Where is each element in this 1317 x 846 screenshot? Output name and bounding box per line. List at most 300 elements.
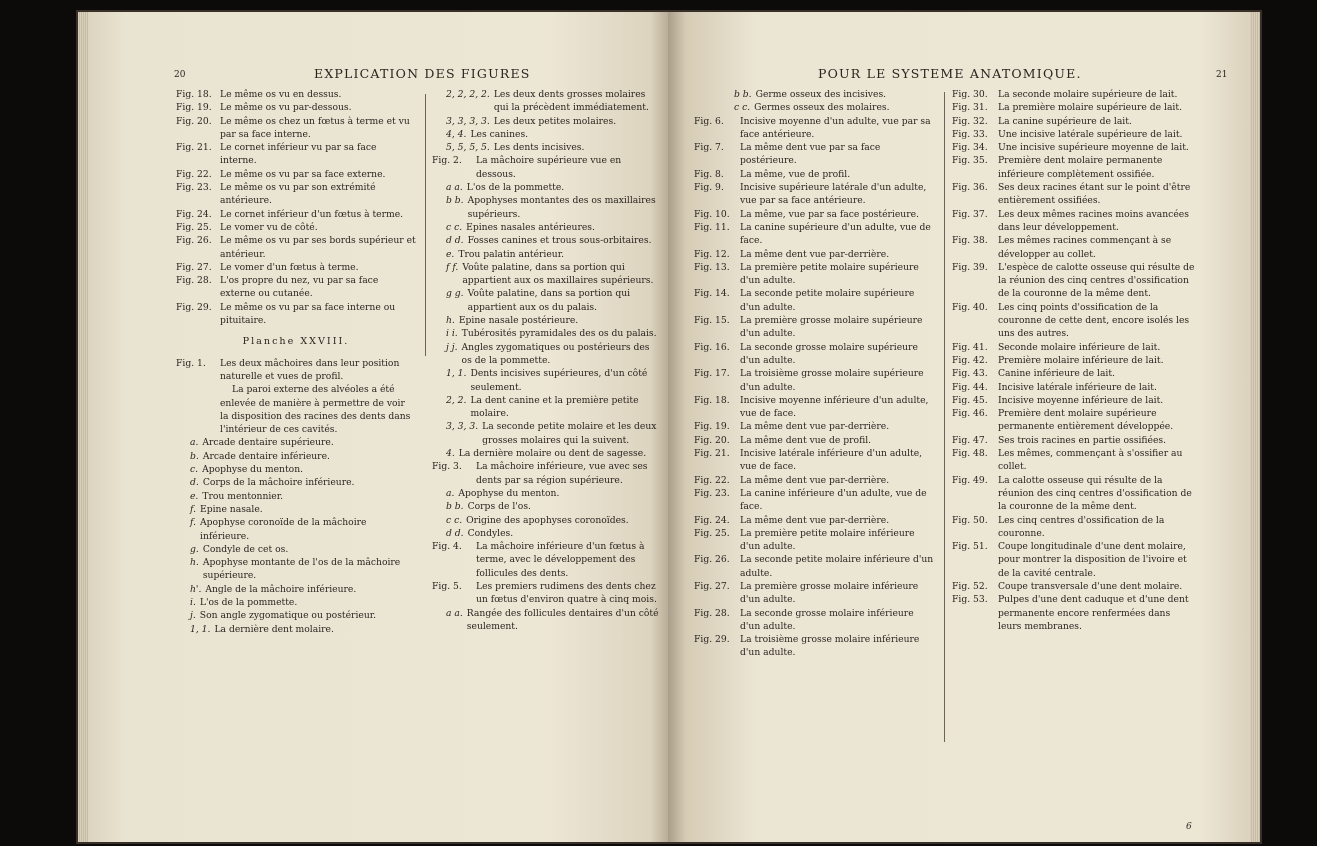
figure-label: c c. — [446, 514, 463, 526]
figure-label: Fig. 23. — [176, 182, 212, 194]
figure-entry — [432, 394, 660, 421]
figure-entry — [694, 527, 936, 554]
figure-entry — [176, 503, 416, 516]
figure-entry — [176, 168, 416, 181]
left-running-head: EXPLICATION DES FIGURES — [314, 66, 531, 81]
figure-entry — [432, 460, 660, 487]
figure-entry — [952, 301, 1196, 341]
figure-caption: Voûte palatine, dans sa portion qui appartient aux os du palais. — [467, 288, 631, 313]
figure-entry — [176, 261, 416, 274]
figure-caption: Le même os vu par sa face interne ou pituitaire. — [220, 301, 396, 327]
figure-caption: Germe osseux des incisives. — [755, 89, 887, 100]
figure-entry — [952, 367, 1196, 380]
figure-caption: Incisive moyenne inférieure de lait. — [998, 394, 1164, 406]
figure-caption: Incisive latérale inférieure de lait. — [998, 381, 1157, 393]
figure-entry — [694, 474, 936, 487]
figure-caption: La première petite molaire inférieure d'un adulte. — [740, 527, 915, 553]
figure-label: Fig. 44. — [952, 381, 988, 393]
figure-caption: La même dent vue par-derrière. — [740, 474, 890, 486]
figure-entry — [432, 341, 660, 368]
left-column-2 — [432, 88, 660, 633]
figure-caption: La dent canine et la première petite molaire. — [470, 394, 639, 420]
figure-caption: La dernière molaire ou dent de sagesse. — [458, 448, 647, 460]
figure-label: Fig. 37. — [952, 208, 988, 220]
figure-entry — [432, 367, 660, 394]
figure-caption: La seconde grosse molaire supérieure d'un adulte. — [740, 341, 918, 366]
figure-label: Fig. 38. — [952, 235, 988, 247]
figure-entry — [694, 514, 936, 527]
figure-caption: Apophyses montantes des os maxillaires supérieurs. — [467, 195, 656, 220]
figure-label: 4. — [446, 448, 455, 460]
figure-caption: Première dent molaire permanente inférieure complètement ossifiée. — [998, 155, 1163, 180]
figure-entry — [952, 141, 1196, 154]
figure-entry — [694, 420, 936, 433]
figure-label: Fig. 25. — [694, 527, 730, 539]
figure-label: h'. — [190, 583, 202, 595]
figure-label: Fig. 33. — [952, 128, 988, 140]
figure-label: Fig. 34. — [952, 142, 988, 154]
figure-caption: Le cornet inférieur d'un fœtus à terme. — [220, 208, 404, 220]
figure-entry — [694, 181, 936, 208]
right-running-head: POUR LE SYSTEME ANATOMIQUE. — [818, 66, 1082, 81]
figure-label: j. — [190, 610, 196, 622]
figure-entry — [176, 221, 416, 234]
figure-label: Fig. 39. — [952, 261, 988, 273]
figure-label: d d. — [446, 235, 464, 247]
right-column-2 — [952, 88, 1196, 633]
figure-label: 3, 3, 3, 3. — [446, 115, 490, 127]
figure-caption: Corps de l'os. — [467, 501, 531, 513]
figure-label: 5, 5, 5, 5. — [446, 142, 490, 154]
figure-entry — [432, 540, 660, 580]
figure-caption: La seconde molaire supérieure de lait. — [998, 89, 1178, 100]
page-edges — [1250, 12, 1260, 842]
figure-label: Fig. 16. — [694, 341, 730, 353]
figure-caption: La canine inférieure d'un adulte, vue de face. — [740, 487, 927, 513]
figure-caption: Les cinq centres d'ossification de la couronne. — [998, 514, 1165, 539]
figure-caption: Arcade dentaire supérieure. — [202, 437, 334, 449]
figure-entry — [952, 128, 1196, 141]
figure-caption: Les mêmes, commençant à s'ossifier au collet. — [998, 448, 1183, 473]
figure-caption: L'os propre du nez, vu par sa face externe ou cutanée. — [220, 275, 379, 300]
figure-entry — [176, 234, 416, 261]
figure-label: b b. — [734, 89, 752, 100]
figure-entry — [176, 181, 416, 208]
figure-label: Fig. 29. — [694, 634, 730, 646]
figure-caption: Les deux mâchoires dans leur position naturelle et vues de profil. — [220, 357, 400, 382]
figure-caption: La mâchoire supérieure vue en dessous. — [476, 155, 622, 180]
figure-label: Fig. 30. — [952, 89, 988, 100]
figure-label: Fig. 22. — [176, 168, 212, 180]
figure-label: b b. — [446, 195, 464, 207]
figure-caption: Incisive latérale inférieure d'un adulte, vue de face. — [740, 448, 923, 473]
figure-caption: Canine inférieure de lait. — [998, 368, 1115, 380]
figure-label: Fig. 24. — [176, 208, 212, 220]
figure-caption: Première molaire inférieure de lait. — [998, 354, 1164, 366]
figure-entry — [432, 181, 660, 194]
figure-label: c c. — [446, 221, 463, 233]
catchword: 6 — [1186, 822, 1192, 832]
figure-label: 1, 1. — [190, 623, 211, 635]
figure-caption: La troisième grosse molaire supérieure d'un adulte. — [740, 368, 924, 393]
figure-caption: Seconde molaire inférieure de lait. — [998, 341, 1161, 353]
figure-entry — [952, 474, 1196, 514]
figure-label: Fig. 45. — [952, 394, 988, 406]
figure-entry — [176, 476, 416, 489]
figure-caption: Apophyse coronoïde de la mâchoire inférieure. — [200, 517, 367, 542]
figure-caption: Rangée des follicules dentaires d'un côté seulement. — [466, 607, 659, 632]
figure-caption: La même, vue de profil. — [740, 168, 851, 180]
figure-caption: Première dent molaire supérieure permanente entièrement développée. — [998, 408, 1174, 433]
figure-entry — [432, 487, 660, 500]
figure-label: Fig. 46. — [952, 408, 988, 420]
figure-entry — [432, 154, 660, 181]
figure-entry — [432, 447, 660, 460]
figure-caption: La seconde petite molaire inférieure d'un adulte. — [740, 554, 934, 579]
figure-entry — [952, 593, 1196, 633]
figure-caption: Le même os vu par ses bords supérieur et antérieur. — [220, 235, 416, 260]
figure-caption: Les deux mêmes racines moins avancées dans leur développement. — [998, 208, 1189, 233]
figure-caption: Incisive moyenne d'un adulte, vue par sa face antérieure. — [740, 115, 931, 140]
figure-entry — [952, 580, 1196, 593]
figure-label: g g. — [446, 288, 464, 300]
figure-label: Fig. 9. — [694, 182, 724, 194]
figure-caption: Incisive moyenne inférieure d'un adulte, vue de face. — [740, 394, 929, 420]
figure-entry — [432, 88, 660, 115]
figure-caption: Epine nasale. — [200, 503, 263, 515]
figure-label: Fig. 31. — [952, 102, 988, 114]
figure-label: Fig. 40. — [952, 301, 988, 313]
figure-label: Fig. 18. — [694, 394, 730, 406]
figure-label: Fig. 5. — [432, 580, 462, 592]
figure-entry — [432, 115, 660, 128]
figure-caption: Angle de la mâchoire inférieure. — [205, 583, 357, 595]
figure-label: Fig. 19. — [694, 421, 730, 433]
figure-entry — [694, 115, 936, 142]
figure-caption: La première grosse molaire supérieure d'un adulte. — [740, 315, 923, 340]
figure-entry — [952, 101, 1196, 114]
figure-entry — [694, 607, 936, 634]
figure-list-bottom — [176, 357, 416, 636]
figure-entry — [176, 383, 416, 436]
figure-caption: Epine nasale postérieure. — [458, 315, 579, 327]
figure-caption: La paroi externe des alvéoles a été enlevée de manière à permettre de voir la disposition des racines des dents dans l'intérieur de ces cavités. — [220, 384, 411, 436]
figure-caption: Fosses canines et trous sous-orbitaires. — [467, 235, 652, 247]
figure-caption: Corps de la mâchoire inférieure. — [202, 477, 355, 489]
figure-label: f f. — [446, 261, 459, 273]
figure-caption: La seconde petite molaire supérieure d'un adulte. — [740, 288, 915, 313]
figure-caption: La première grosse molaire inférieure d'un adulte. — [740, 580, 919, 606]
figure-caption: Ses trois racines en partie ossifiées. — [998, 434, 1167, 446]
figure-label: Fig. 6. — [694, 115, 724, 127]
figure-label: Fig. 17. — [694, 368, 730, 380]
figure-label: Fig. 7. — [694, 142, 724, 154]
figure-label: Fig. 36. — [952, 182, 988, 194]
figure-label: Fig. 47. — [952, 434, 988, 446]
figure-entry — [176, 623, 416, 636]
figure-caption: Apophyse du menton. — [458, 487, 560, 499]
figure-caption: La calotte osseuse qui résulte de la réunion des cinq centres d'ossification de la couronne de la même dent. — [998, 474, 1192, 513]
figure-caption: L'os de la pommette. — [199, 596, 298, 608]
figure-caption: Le vomer vu de côté. — [220, 221, 318, 233]
figure-entry — [952, 234, 1196, 261]
figure-label: Fig. 1. — [176, 357, 206, 369]
figure-label: d. — [190, 477, 199, 489]
figure-caption: Tubérosités pyramidales des os du palais. — [461, 328, 657, 340]
figure-label: h. — [446, 315, 455, 327]
figure-caption: Apophyse du menton. — [202, 464, 304, 476]
figure-caption: Incisive supérieure latérale d'un adulte, vue par sa face antérieure. — [740, 182, 927, 207]
figure-label: f. — [190, 517, 196, 529]
figure-label: Fig. 50. — [952, 514, 988, 526]
figure-caption: Angles zygomatiques ou postérieurs des os de la pommette. — [461, 341, 650, 366]
figure-caption: Son angle zygomatique ou postérieur. — [199, 610, 377, 622]
figure-entry — [176, 450, 416, 463]
figure-caption: Germes osseux des molaires. — [754, 102, 890, 114]
figure-caption: La première petite molaire supérieure d'un adulte. — [740, 261, 919, 287]
figure-entry — [432, 327, 660, 340]
figure-entry — [694, 394, 936, 421]
figure-entry — [694, 261, 936, 288]
figure-entry — [432, 234, 660, 247]
page-edges — [78, 12, 88, 842]
figure-entry — [432, 314, 660, 327]
figure-entry — [952, 154, 1196, 181]
right-page — [668, 12, 1260, 842]
figure-label: Fig. 35. — [952, 155, 988, 167]
figure-caption: La troisième grosse molaire inférieure d'un adulte. — [740, 634, 920, 659]
figure-label: b b. — [446, 501, 464, 513]
figure-label: a a. — [446, 182, 463, 194]
figure-label: 3, 3, 3. — [446, 421, 479, 433]
figure-label: Fig. 27. — [176, 261, 212, 273]
figure-caption: La seconde petite molaire et les deux grosses molaires qui la suivent. — [482, 421, 657, 446]
figure-caption: Les mêmes racines commençant à se développer au collet. — [998, 235, 1172, 260]
figure-caption: La même dent vue de profil. — [740, 434, 872, 446]
figure-label: Fig. 21. — [694, 448, 730, 460]
figure-label: Fig. 14. — [694, 288, 730, 300]
figure-caption: Epines nasales antérieures. — [466, 221, 595, 233]
figure-entry — [432, 221, 660, 234]
figure-label: Fig. 53. — [952, 594, 988, 606]
figure-caption: La mâchoire inférieure, vue avec ses dents par sa région supérieure. — [476, 461, 648, 486]
figure-entry — [952, 354, 1196, 367]
figure-entry — [694, 487, 936, 514]
figure-caption: La mâchoire inférieure d'un fœtus à terme, avec le développement des follicules des dents. — [476, 541, 645, 579]
figure-caption: Condyles. — [467, 527, 514, 539]
figure-caption: Origine des apophyses coronoïdes. — [466, 514, 629, 526]
figure-caption: La même dent vue par-derrière. — [740, 514, 890, 526]
figure-entry — [694, 633, 936, 660]
column-rule — [944, 92, 945, 742]
figure-entry — [176, 115, 416, 142]
figure-entry — [432, 527, 660, 540]
figure-label: Fig. 48. — [952, 448, 988, 460]
figure-entry — [176, 583, 416, 596]
figure-label: Fig. 10. — [694, 208, 730, 220]
figure-entry — [176, 436, 416, 449]
figure-label: Fig. 11. — [694, 221, 730, 233]
plate-title: Planche XXVIII. — [242, 336, 350, 348]
figure-caption: La seconde grosse molaire inférieure d'un adulte. — [740, 607, 914, 632]
left-page-number: 20 — [174, 70, 186, 80]
figure-label: j j. — [446, 341, 458, 353]
book-spread — [78, 12, 1260, 842]
figure-label: Fig. 29. — [176, 301, 212, 313]
figure-caption: Les deux dents grosses molaires qui la précèdent immédiatement. — [493, 89, 649, 114]
figure-caption: Condyle de cet os. — [202, 543, 289, 555]
figure-entry — [694, 447, 936, 474]
figure-entry — [176, 609, 416, 622]
figure-label: Fig. 28. — [694, 607, 730, 619]
figure-label: d d. — [446, 527, 464, 539]
figure-entry — [432, 420, 660, 447]
figure-entry — [952, 341, 1196, 354]
figure-label: 1, 1. — [446, 368, 467, 380]
figure-list-top — [176, 88, 416, 327]
figure-label: Fig. 52. — [952, 580, 988, 592]
figure-caption: Coupe longitudinale d'une dent molaire, pour montrer la disposition de l'ivoire et de la cavité centrale. — [998, 541, 1187, 579]
figure-entry — [176, 101, 416, 114]
figure-caption: La même dent vue par sa face postérieure. — [740, 142, 881, 167]
figure-entry — [432, 194, 660, 221]
figure-label: Fig. 24. — [694, 514, 730, 526]
figure-entry — [694, 248, 936, 261]
figure-entry — [176, 274, 416, 301]
right-column-1 — [694, 88, 936, 660]
figure-caption: Trou palatin antérieur. — [458, 248, 565, 260]
figure-label: f. — [190, 503, 196, 515]
figure-caption: Apophyse montante de l'os de la mâchoire supérieure. — [202, 557, 401, 582]
figure-entry — [432, 500, 660, 513]
figure-label: a a. — [446, 607, 463, 619]
column-rule — [425, 94, 426, 356]
figure-entry — [176, 543, 416, 556]
figure-label: Fig. 4. — [432, 541, 462, 553]
figure-entry — [952, 261, 1196, 301]
figure-caption: La dernière dent molaire. — [214, 623, 334, 635]
figure-caption: Les premiers rudimens des dents chez un fœtus d'environ quatre à cinq mois. — [476, 580, 657, 606]
figure-caption: La même dent vue par-derrière. — [740, 248, 890, 260]
figure-caption: Dents incisives supérieures, d'un côté seulement. — [470, 368, 648, 393]
figure-label: Fig. 28. — [176, 275, 212, 287]
figure-entry — [694, 367, 936, 394]
figure-entry — [176, 357, 416, 384]
figure-label: b. — [190, 450, 199, 462]
figure-caption: Arcade dentaire inférieure. — [202, 450, 330, 462]
figure-label: h. — [190, 557, 199, 569]
figure-caption: Les deux petites molaires. — [493, 115, 617, 127]
figure-entry — [694, 553, 936, 580]
figure-label: Fig. 42. — [952, 354, 988, 366]
figure-entry — [176, 463, 416, 476]
figure-caption: Les cinq points d'ossification de la couronne de cette dent, encore isolés les uns des autres. — [998, 301, 1190, 340]
left-column-1 — [176, 88, 416, 636]
figure-entry — [176, 516, 416, 543]
figure-label: Fig. 26. — [176, 235, 212, 247]
figure-label: Fig. 8. — [694, 168, 724, 180]
figure-entry — [952, 447, 1196, 474]
figure-entry — [176, 301, 416, 328]
figure-label: Fig. 19. — [176, 102, 212, 114]
figure-entry — [694, 221, 936, 248]
figure-entry — [694, 168, 936, 181]
figure-caption: La même, vue par sa face postérieure. — [740, 208, 919, 220]
figure-caption: Trou mentonnier. — [202, 490, 284, 502]
figure-label: Fig. 27. — [694, 580, 730, 592]
figure-label: Fig. 25. — [176, 221, 212, 233]
figure-caption: Une incisive supérieure moyenne de lait. — [998, 142, 1189, 154]
figure-entry — [432, 141, 660, 154]
figure-label: Fig. 22. — [694, 474, 730, 486]
figure-entry — [694, 101, 936, 114]
right-page-number: 21 — [1216, 70, 1228, 80]
figure-entry — [176, 596, 416, 609]
figure-label: 4, 4. — [446, 128, 467, 140]
figure-caption: Le vomer d'un fœtus à terme. — [220, 261, 359, 273]
figure-label: Fig. 21. — [176, 142, 212, 154]
figure-label: Fig. 20. — [694, 434, 730, 446]
figure-entry — [952, 381, 1196, 394]
figure-entry — [952, 181, 1196, 208]
figure-label: Fig. 43. — [952, 368, 988, 380]
figure-caption: La même dent vue par-derrière. — [740, 421, 890, 433]
figure-entry — [694, 287, 936, 314]
figure-label: c c. — [734, 102, 751, 114]
figure-caption: Les canines. — [470, 128, 529, 140]
figure-entry — [176, 141, 416, 168]
figure-label: Fig. 12. — [694, 248, 730, 260]
figure-entry — [694, 580, 936, 607]
figure-caption: L'espèce de calotte osseuse qui résulte de la réunion des cinq centres d'ossification de la couronne de la même dent. — [998, 261, 1195, 300]
figure-caption: Coupe transversale d'une dent molaire. — [998, 580, 1183, 592]
figure-label: Fig. 18. — [176, 89, 212, 100]
figure-caption: Pulpes d'une dent caduque et d'une dent permanente encore renfermées dans leurs membranes. — [998, 594, 1189, 632]
figure-label: c. — [190, 464, 199, 476]
figure-label: Fig. 51. — [952, 541, 988, 553]
left-page — [78, 12, 668, 842]
figure-label: g. — [190, 543, 199, 555]
figure-entry — [694, 141, 936, 168]
figure-entry — [694, 434, 936, 447]
figure-entry — [952, 208, 1196, 235]
figure-entry — [952, 540, 1196, 580]
figure-caption: Voûte palatine, dans sa portion qui appartient aux os maxillaires supérieurs. — [462, 261, 654, 287]
figure-label: Fig. 2. — [432, 155, 462, 167]
figure-caption: Le cornet inférieur vu par sa face interne. — [220, 142, 377, 167]
figure-caption: Le même os vu par sa face externe. — [220, 168, 386, 180]
figure-label: Fig. 41. — [952, 341, 988, 353]
figure-entry — [694, 88, 936, 101]
figure-label: i. — [190, 596, 196, 608]
figure-entry — [694, 208, 936, 221]
figure-caption: Les dents incisives. — [493, 142, 585, 154]
figure-label: Fig. 15. — [694, 315, 730, 327]
figure-entry — [694, 314, 936, 341]
figure-caption: La canine supérieure de lait. — [998, 115, 1132, 127]
figure-caption: Ses deux racines étant sur le point d'être entièrement ossifiées. — [998, 182, 1191, 207]
figure-label: a. — [446, 487, 455, 499]
figure-entry — [176, 88, 416, 101]
figure-label: 2, 2, 2, 2. — [446, 89, 490, 100]
figure-entry — [432, 248, 660, 261]
figure-entry — [432, 580, 660, 607]
figure-entry — [432, 607, 660, 634]
figure-entry — [432, 287, 660, 314]
figure-entry — [952, 115, 1196, 128]
figure-label: Fig. 32. — [952, 115, 988, 127]
figure-entry — [952, 394, 1196, 407]
